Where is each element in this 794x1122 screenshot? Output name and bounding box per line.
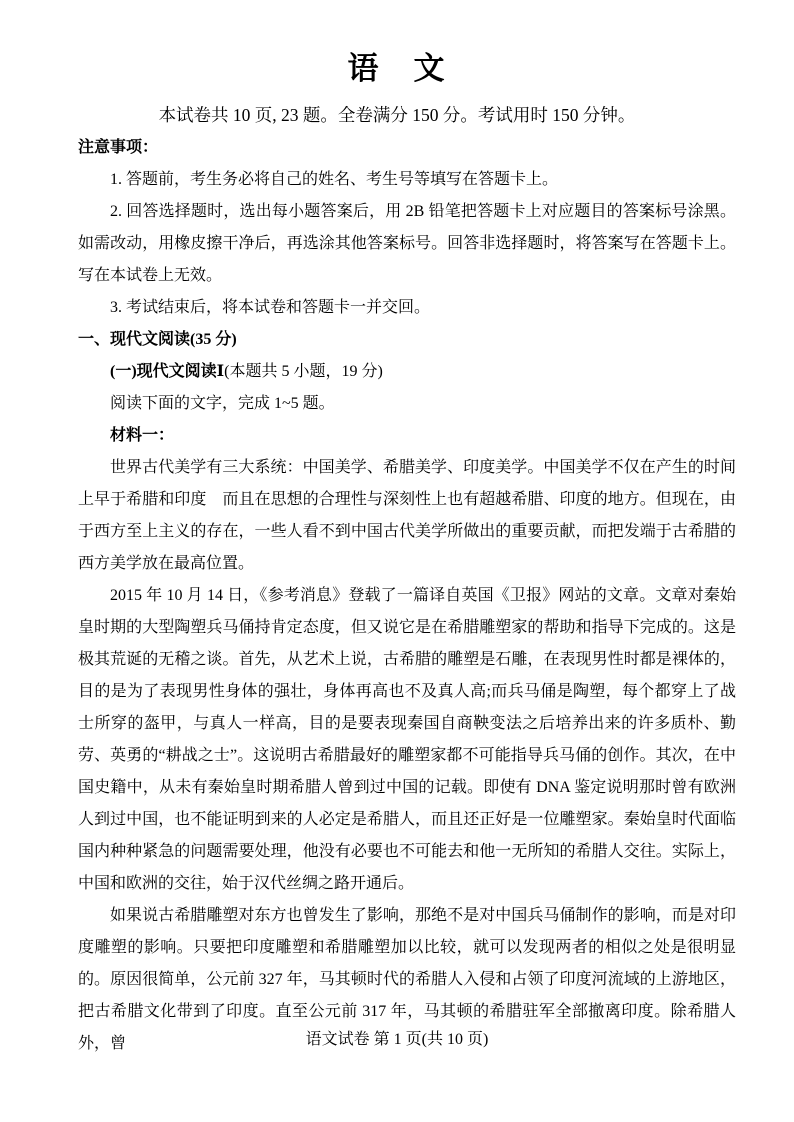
section-subheading <box>78 356 736 388</box>
reading-instruction: 阅读下面的文字，完成 1~5 题。 <box>110 395 335 412</box>
material-label: 材料一： <box>110 427 175 444</box>
material-paragraph-3: 如果说古希腊雕塑对东方也曾发生了影响，那绝不是对中国兵马俑制作的影响，而是对印度雕塑的影响。只要把印度雕塑和希腊雕塑加以比较，就可以发现两者的相似之处是很明显的。原因很简单，公元前 327 年，马其顿时代的希腊人入侵和占领了印度河流域的上游地区，把古希腊文化带到了印度。直至公元前 317 年，马其顿的希腊驻军全部撤离印度。除希腊人外，曾 <box>78 907 736 1052</box>
page-footer: 语文试卷 第 1 页(共 10 页) <box>305 1031 489 1048</box>
notice-heading: 注意事项： <box>78 139 159 156</box>
section-subheading-title: (一)现代文阅读Ⅰ <box>110 363 225 380</box>
notice-item-3: 3. 考试结束后，将本试卷和答题卡一并交回。 <box>110 299 431 316</box>
section-subheading-detail: (本题共 5 小题，19 分) <box>224 363 383 380</box>
exam-info-line: 本试卷共 10 页, 23 题。全卷满分 150 分。考试用时 150 分钟。 <box>158 105 636 125</box>
notice-item-1: 1. 答题前，考生务必将自己的姓名、考生号等填写在答题卡上。 <box>110 171 559 188</box>
section-heading: 一、现代文阅读(35 分) <box>78 331 237 348</box>
material-paragraph-1: 世界古代美学有三大系统：中国美学、希腊美学、印度美学。中国美学不仅在产生的时间上早于希腊和印度 而且在思想的合理性与深刻性上也有超越希腊、印度的地方。但现在，由于西方至上主义的存在，一些人看不到中国古代美学所做出的重要贡献，而把发端于古希腊的西方美学放在最高位置。 <box>78 459 736 572</box>
page-title: 语 文 <box>347 51 447 86</box>
exam-body <box>0 128 794 1060</box>
material-paragraph-2: 2015 年 10 月 14 日，《参考消息》登载了一篇译自英国《卫报》网站的文章。文章对秦始皇时期的大型陶塑兵马俑持肯定态度，但又说它是在希腊雕塑家的帮助和指导下完成的。这是极其荒诞的无稽之谈。首先，从艺术上说，古希腊的雕塑是石雕，在表现男性时都是裸体的，目的是为了表现男性身体的强壮，身体再高也不及真人高;而兵马俑是陶塑，每个都穿上了战士所穿的盔甲，与真人一样高，目的是要表现秦国自商鞅变法之后培养出来的许多质朴、勤劳、英勇的“耕战之士”。这说明古希腊最好的雕塑家都不可能指导兵马俑的创作。其次，在中国史籍中，从未有秦始皇时期希腊人曾到过中国的记载。即使有 DNA 鉴定说明那时曾有欧洲人到过中国，也不能证明到来的人必定是希腊人，而且还正好是一位雕塑家。秦始皇时代面临国内种种紧急的问题需要处理，他没有必要也不可能去和他一无所知的希腊人交往。实际上，中国和欧洲的交往，始于汉代丝绸之路开通后。 <box>78 587 736 892</box>
notice-item-2: 2. 回答选择题时，选出每小题答案后，用 2B 铅笔把答题卡上对应题目的答案标号涂黑。如需改动，用橡皮擦干净后，再选涂其他答案标号。回答非选择题时，将答案写在答题卡上。写在本试卷上无效。 <box>78 203 736 284</box>
